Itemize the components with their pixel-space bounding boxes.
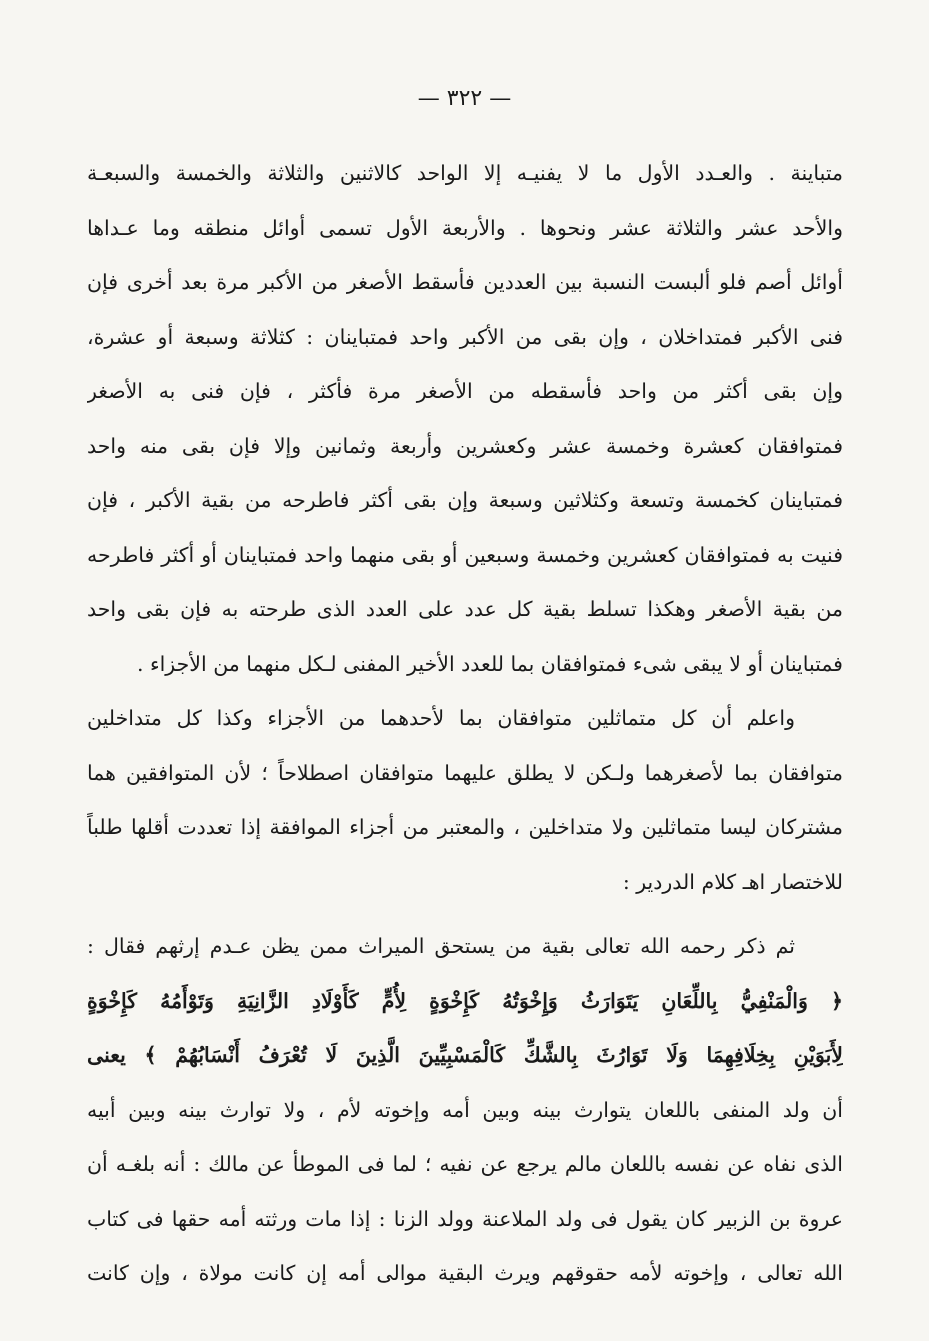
text-line: فمتوافقان كعشرة وخمسة عشر وكعشرين وأربعة وثمانين وإلا فإن بقى منه واحد <box>87 433 843 458</box>
text-line: فنيت به فمتوافقان كعشرين وخمسة وسبعين أو بقى منهما واحد فمتباينان أو أكثر فاطرحه <box>87 542 843 567</box>
quran-text-line: لِأَبَوَيْنِ بِخِلَافِهِمَا وَلَا تَوَارُثَ بِالشَّكِّ كَالْمَسْبِيِّينَ الَّذِينَ لَا تُعْرَفُ أَنْسَابُهُمْ ﴾ يعنى <box>87 1043 843 1067</box>
text-line: مشتركان ليسا متماثلين ولا متداخلين ، والمعتبر من أجزاء الموافقة إذا تعددت أقلها طلباً <box>87 815 843 839</box>
text-line: متباينة . والعـدد الأول ما لا يفنيـه إلا الواحد كالاثنين والثلاثة والخمسة والسبعـة <box>87 161 843 185</box>
text-line: للاختصار اهـ كلام الدردير : <box>622 869 843 894</box>
text-line: ثم ذكر رحمه الله تعالى بقية من يستحق الميراث ممن يظن عـدم إرثهم فقال : <box>87 934 795 958</box>
text-line: من بقية الأصغر وهكذا تسلط بقية كل عدد على العدد الذى طرحته به فإن بقى واحد <box>87 597 843 621</box>
paragraph-2 <box>87 691 843 909</box>
paragraph-1 <box>87 146 843 691</box>
quran-text-line: ﴿ وَالْمَنْفِيُّ بِاللِّعَانِ يَتَوَارَثُ وَإِخْوَتُهُ كَإِخْوَةٍ لِأُمٍّ كَأَوْلَادِ الزَّانِيَةِ وَتَوْأَمُهُ كَإِخْوَةٍ <box>87 988 843 1013</box>
text-line: أوائل أصم فلو ألبست النسبة بين العددين فأسقط الأصغر من الأكبر مرة بعد أخرى فإن <box>87 270 843 294</box>
text-line: واعلم أن كل متماثلين متوافقان بما لأحدهما من الأجزاء وكذا كل متداخلين <box>87 706 795 730</box>
paragraph-gap <box>87 909 843 919</box>
text-line: وإن بقى أكثر من واحد فأسقطه من الأصغر مرة فأكثر ، فإن فنى به الأصغر <box>87 379 843 403</box>
text-line: أن ولد المنفى باللعان يتوارث بينه وبين أمه وإخوته لأم ، ولا توارث بينه وبين أبيه <box>87 1097 843 1122</box>
text-line: الذى نفاه عن نفسه باللعان مالم يرجع عن نفيه ؛ لما فى الموطأ عن مالك : أنه بلغـه أن <box>87 1152 843 1176</box>
text-line: عروة بن الزبير كان يقول فى ولد الملاعنة وولد الزنا : إذا مات ورثته أمه حقها فى كتاب <box>87 1206 843 1231</box>
text-line: فنى الأكبر فمتداخلان ، وإن بقى من الأكبر واحد فمتباينان : كثلاثة وسبعة أو عشرة، <box>87 324 843 349</box>
text-line: فمتباينان كخمسة وتسعة وكثلاثين وسبعة وإن بقى أكثر فاطرحه من بقية الأكبر ، فإن <box>87 488 843 512</box>
paragraph-3 <box>87 919 843 1301</box>
page-number: — ٣٢٢ — <box>417 86 512 111</box>
body-text <box>87 146 843 1301</box>
text-line: متوافقان بما لأصغرهما ولـكن لا يطلق عليهما متوافقان اصطلاحاً ؛ لأن المتوافقين هما <box>87 760 843 785</box>
text-line: والأحد عشر والثلاثة عشر ونحوها . والأربعة الأول تسمى أوائل منطقه وما عـداها <box>87 215 843 240</box>
text-line: فمتباينان أو لا يبقى شىء فمتوافقان بما للعدد الأخير المفنى لـكل منهما من الأجزاء . <box>136 651 843 676</box>
text-line: الله تعالى ، وإخوته لأمه حقوقهم ويرث البقية موالى أمه إن كانت مولاة ، وإن كانت <box>87 1261 843 1285</box>
